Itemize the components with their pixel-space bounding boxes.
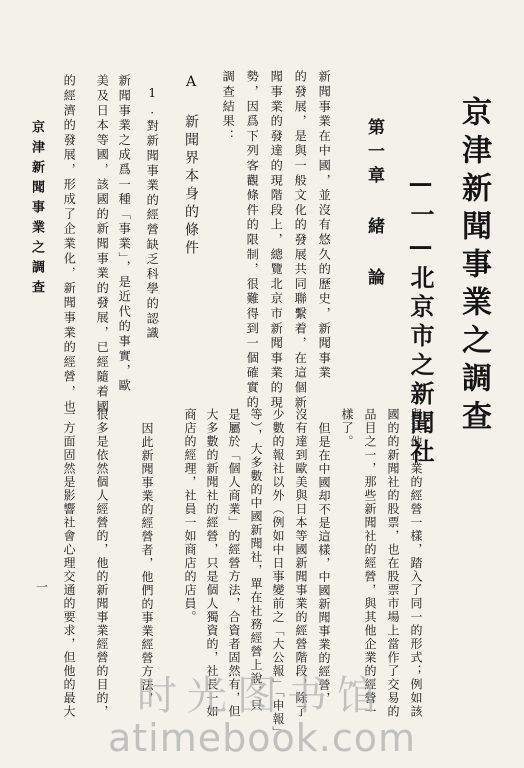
lower-line-6: 沒有達到歐美與日本等國新聞事業的經營階段，除了 [294, 408, 308, 719]
lower-line-7: 少數的報社以外（例如中日事變前之「大公報」「申報」 [271, 408, 285, 740]
page-title: 京津新聞事業之調查 [456, 96, 491, 438]
intro-line-1: 新聞事業在中國，並沒有悠久的歷史，新聞事業 [317, 70, 332, 381]
lower-line-9: 是屬於「個人商業」的經營方法，合資者固然有，但 [227, 408, 241, 719]
item1-line-3: 美及日本等國，該國的新聞事業的發展，已經隨着國 [95, 74, 110, 415]
section-heading-a: A 新聞界本身的條件 [183, 74, 199, 258]
lower-line-4: 樣了。 [340, 408, 354, 449]
lower-line-1: 與其他企業的經營一樣，踏入了同一的形式；例如該 [409, 408, 423, 719]
lower-line-12: 因此新聞事業的經營者，他們的事業經營方法， [140, 422, 154, 706]
item1-heading: 1.對新聞事業的經營缺乏科學的認識 [145, 86, 160, 342]
watermark-url: atimebook.com [107, 716, 416, 760]
lower-line-3: 品目之一，那些新聞社的經營，與其他企業的經營一 [363, 408, 377, 719]
item1-line-2: 新聞事業之成爲一種「事業」，是近代的事實，歐 [117, 74, 132, 394]
lower-line-8: 等），大多數的中國新聞社，單在社務經營上說，只 [249, 408, 263, 713]
subtitle: —一—北京市之新聞社 [406, 168, 435, 468]
intro-line-3: 聞事業的發達的現階段上，總覽北京市新聞事業的現 [269, 70, 284, 411]
lower-line-10: 大多數的新聞社的經營，只是個人獨資的，社長一如 [205, 408, 219, 719]
item1-line-4: 的經濟的發展，形成了企業化，新聞事業的經營，也 [62, 74, 77, 415]
intro-line-5: 調查結果： [221, 70, 236, 144]
lower-line-14: 一方面固然是影響社會心理交通的要求，但他的最大 [62, 408, 76, 719]
intro-line-2: 的發展，是與一般文化的發展共同聯繫着，在這個新 [293, 70, 308, 411]
running-title: 京津新聞事業之調查 [29, 120, 44, 300]
lower-line-11: 商店的經理，社員一如商店的店員。 [183, 408, 197, 624]
page-number: 一 [36, 580, 49, 594]
lower-line-13: 很多是依然個人經營的，他的新聞事業經營的目的， [95, 408, 109, 719]
chapter-heading: 第一章 緒 論 [364, 118, 384, 292]
lower-line-5: 但是在中國却不是這樣，中國新聞事業的經營， [317, 422, 331, 706]
watermark-text: 时光图书馆 [137, 673, 387, 719]
lower-line-2: 國的的新聞社的股票，也在股票市場上當作了交易的 [386, 408, 400, 719]
intro-line-4: 勢，因爲下列客觀條件的限制，很難得到一個確實的 [245, 70, 260, 411]
